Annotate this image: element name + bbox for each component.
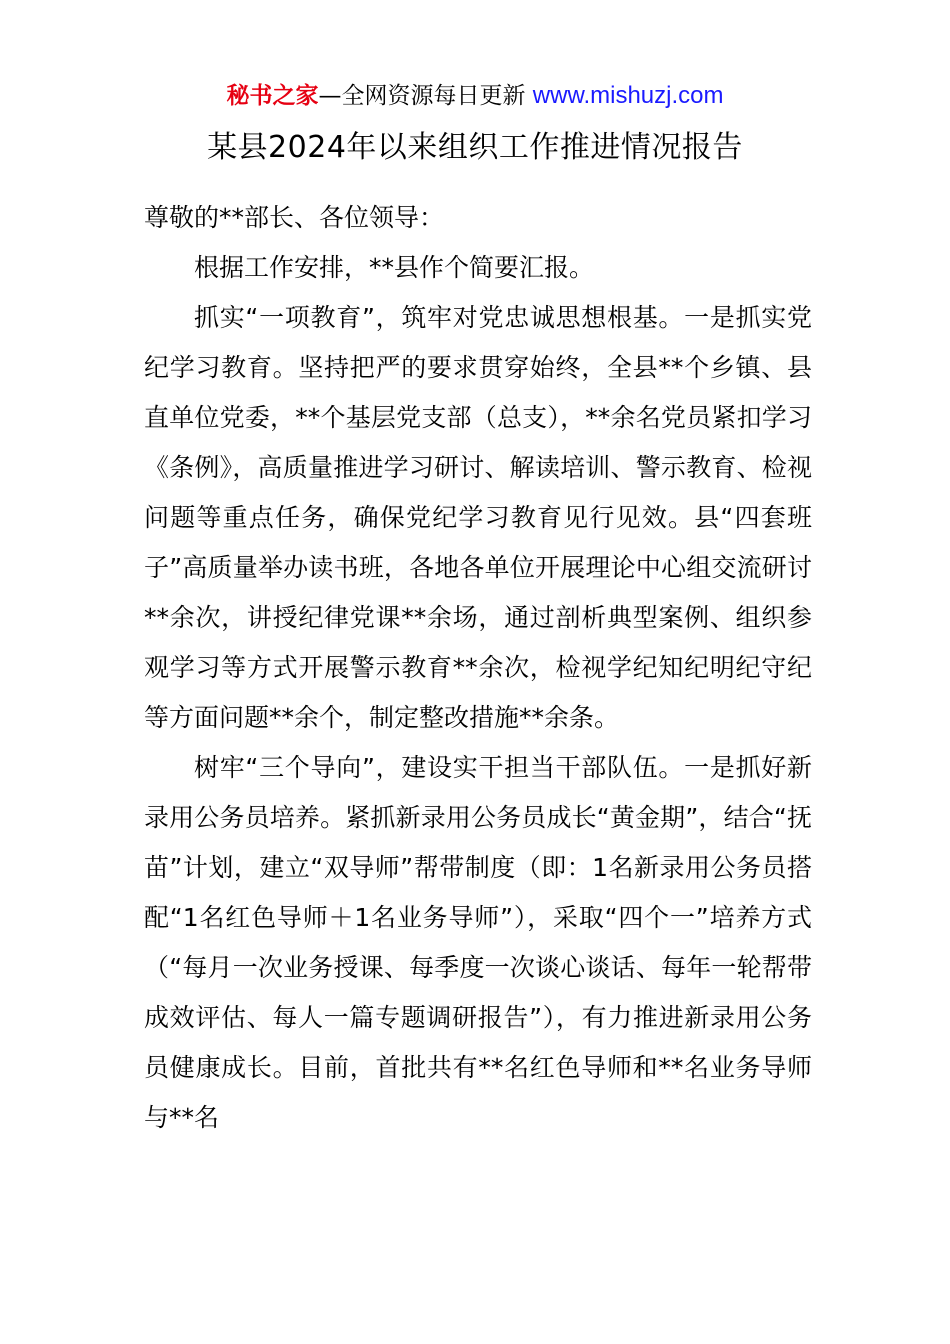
site-slogan: —全网资源每日更新: [318, 83, 526, 109]
site-url-link[interactable]: www.mishuzj.com: [532, 82, 724, 109]
document-title: 某县2024年以来组织工作推进情况报告: [207, 130, 743, 165]
paragraph-education: 抓实“一项教育”，筑牢对党忠诚思想根基。一是抓实党纪学习教育。坚持把严的要求贯穿始终，全县**个乡镇、县直单位党委，**个基层党支部（总支），**余名党员紧扣学习《条例》，高质量推进学习研讨、解读培训、警示教育、检视问题等重点任务，确保党纪学习教育见行见效。县“四套班子”高质量举办读书班，各地各单位开展理论中心组交流研讨**余次，讲授纪律党课**余场，通过剖析典型案例、组织参观学习等方式开展警示教育**余次，检视学纪知纪明纪守纪等方面问题**余个，制定整改措施**余条。: [144, 303, 812, 732]
site-header: [0, 78, 950, 114]
salutation: 尊敬的**部长、各位领导：: [144, 203, 445, 232]
site-brand: 秘书之家: [226, 83, 319, 109]
paragraph-cadre: 树牢“三个导向”，建设实干担当干部队伍。一是抓好新录用公务员培养。紧抓新录用公务员成长“黄金期”，结合“抚苗”计划，建立“双导师”帮带制度（即：1名新录用公务员搭配“1名红色导师＋1名业务导师”），采取“四个一”培养方式（“每月一次业务授课、每季度一次谈心谈话、每年一轮帮带成效评估、每人一篇专题调研报告”），有力推进新录用公务员健康成长。目前，首批共有**名红色导师和**名业务导师与**名: [144, 753, 812, 1132]
document-body: [144, 193, 812, 1143]
paragraph-intro: 根据工作安排，**县作个简要汇报。: [194, 253, 595, 282]
